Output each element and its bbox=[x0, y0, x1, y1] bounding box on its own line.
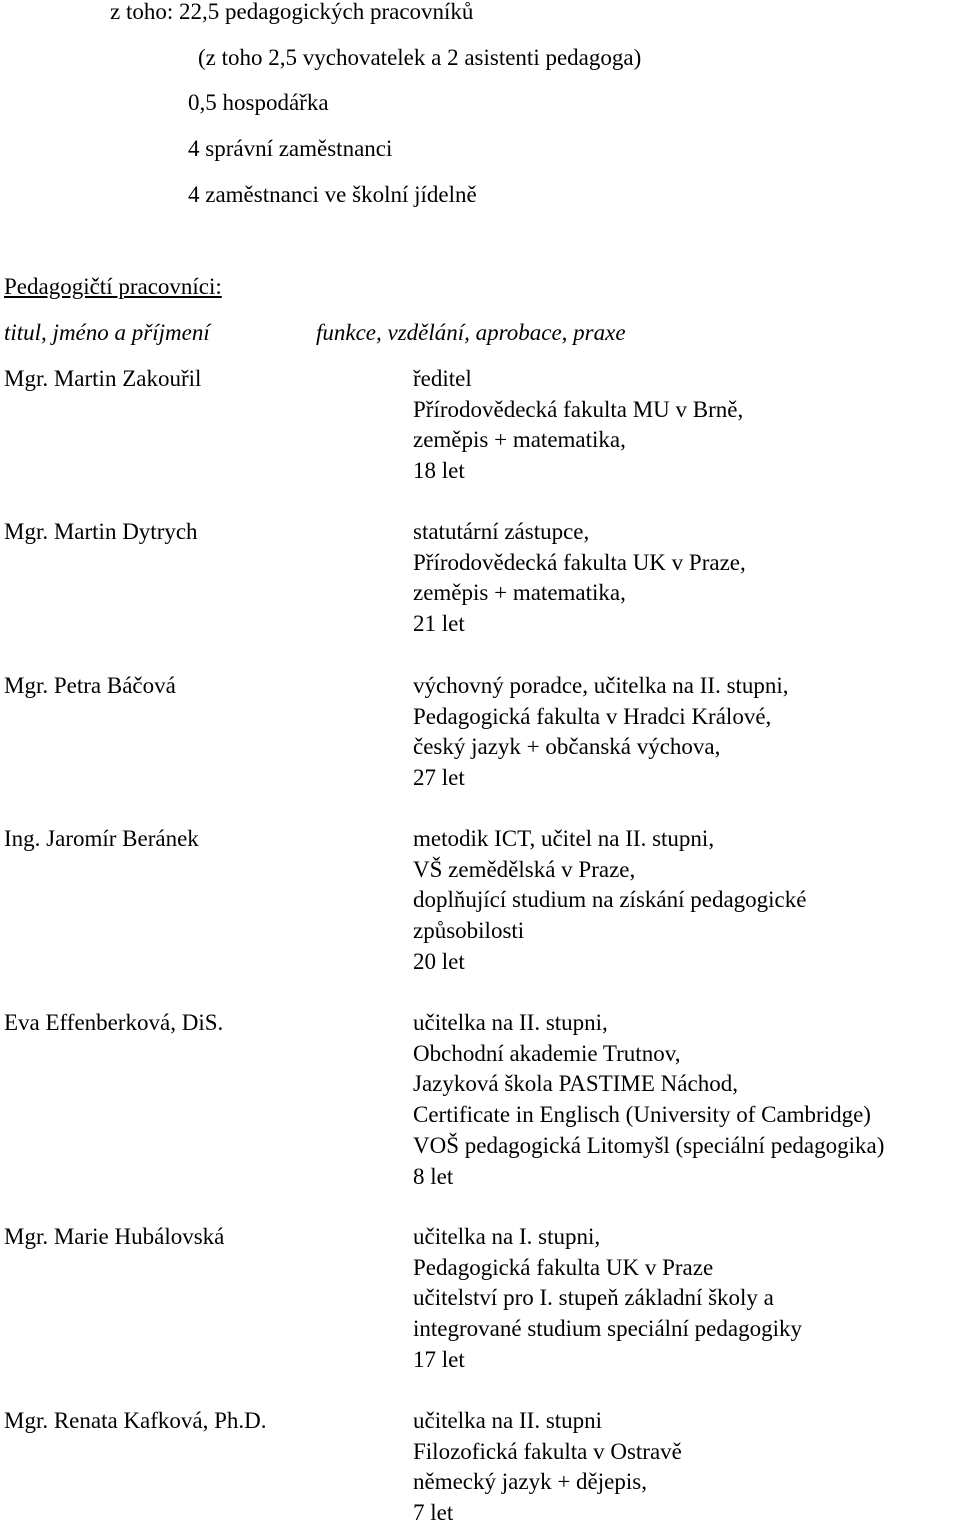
summary-line-admin-staff: 4 správní zaměstnanci bbox=[188, 136, 393, 161]
staff-details bbox=[413, 671, 958, 794]
summary-line-bursar: 0,5 hospodářka bbox=[188, 90, 329, 115]
staff-detail-line: německý jazyk + dějepis, bbox=[413, 1469, 647, 1495]
staff-detail-line: učitelství pro I. stupeň základní školy a bbox=[413, 1285, 774, 1311]
staff-details bbox=[413, 1406, 958, 1529]
staff-detail-line: výchovný poradce, učitelka na II. stupni, bbox=[413, 673, 789, 698]
staff-detail-line: ředitel bbox=[413, 366, 472, 391]
staff-details bbox=[413, 824, 958, 978]
staff-detail-line: Jazyková škola PASTIME Náchod, bbox=[413, 1071, 738, 1097]
staff-detail-line: způsobilosti bbox=[413, 918, 525, 944]
staff-name: Mgr. Martin Zakouřil bbox=[4, 366, 202, 391]
staff-name: Ing. Jaromír Beránek bbox=[4, 826, 199, 851]
staff-detail-line: 8 let bbox=[413, 1163, 454, 1189]
staff-detail-line: doplňující studium na získání pedagogické bbox=[413, 887, 807, 913]
staff-detail-line: 20 let bbox=[413, 948, 465, 974]
staff-detail-line: zeměpis + matematika, bbox=[413, 580, 626, 606]
staff-detail-line: integrované studium speciální pedagogiky bbox=[413, 1316, 802, 1342]
staff-name: Mgr. Martin Dytrych bbox=[4, 519, 198, 544]
summary-line-canteen-staff: 4 zaměstnanci ve školní jídelně bbox=[188, 182, 477, 207]
staff-detail-line: statutární zástupce, bbox=[413, 519, 590, 544]
staff-name: Mgr. Renata Kafková, Ph.D. bbox=[4, 1408, 267, 1433]
summary-line-subtotal: (z toho 2,5 vychovatelek a 2 asistenti pedagoga) bbox=[198, 45, 642, 70]
staff-detail-line: 27 let bbox=[413, 765, 465, 791]
column-header-name: titul, jméno a příjmení bbox=[4, 320, 210, 345]
staff-details bbox=[413, 1222, 958, 1376]
staff-detail-line: metodik ICT, učitel na II. stupni, bbox=[413, 826, 715, 851]
staff-details bbox=[413, 364, 958, 487]
staff-detail-line: zeměpis + matematika, bbox=[413, 427, 626, 453]
staff-detail-line: učitelka na I. stupni, bbox=[413, 1224, 601, 1249]
staff-detail-line: Filozofická fakulta v Ostravě bbox=[413, 1438, 682, 1464]
summary-line-total: z toho: 22,5 pedagogických pracovníků bbox=[110, 0, 474, 24]
staff-detail-line: VŠ zemědělská v Praze, bbox=[413, 856, 636, 882]
staff-name: Mgr. Petra Báčová bbox=[4, 673, 176, 698]
staff-detail-line: Pedagogická fakulta UK v Praze bbox=[413, 1254, 714, 1280]
section-heading: Pedagogičtí pracovníci: bbox=[4, 274, 222, 299]
staff-detail-line: VOŠ pedagogická Litomyšl (speciální pedagogika) bbox=[413, 1132, 885, 1158]
staff-name: Mgr. Marie Hubálovská bbox=[4, 1224, 225, 1249]
staff-detail-line: Pedagogická fakulta v Hradci Králové, bbox=[413, 703, 772, 729]
staff-name: Eva Effenberková, DiS. bbox=[4, 1010, 224, 1035]
staff-detail-line: Přírodovědecká fakulta UK v Praze, bbox=[413, 549, 746, 575]
staff-detail-line: 7 let bbox=[413, 1500, 454, 1526]
column-header-details: funkce, vzdělání, aprobace, praxe bbox=[316, 320, 626, 345]
staff-detail-line: učitelka na II. stupni, bbox=[413, 1010, 608, 1035]
staff-detail-line: 18 let bbox=[413, 458, 465, 484]
staff-detail-line: Přírodovědecká fakulta MU v Brně, bbox=[413, 396, 744, 422]
staff-detail-line: Obchodní akademie Trutnov, bbox=[413, 1040, 681, 1066]
staff-details bbox=[413, 1008, 958, 1192]
staff-details bbox=[413, 517, 958, 640]
staff-detail-line: učitelka na II. stupni bbox=[413, 1408, 603, 1433]
staff-detail-line: Certificate in Englisch (University of Cambridge) bbox=[413, 1102, 871, 1128]
staff-detail-line: 21 let bbox=[413, 611, 465, 637]
staff-detail-line: český jazyk + občanská výchova, bbox=[413, 734, 721, 760]
staff-detail-line: 17 let bbox=[413, 1346, 465, 1372]
